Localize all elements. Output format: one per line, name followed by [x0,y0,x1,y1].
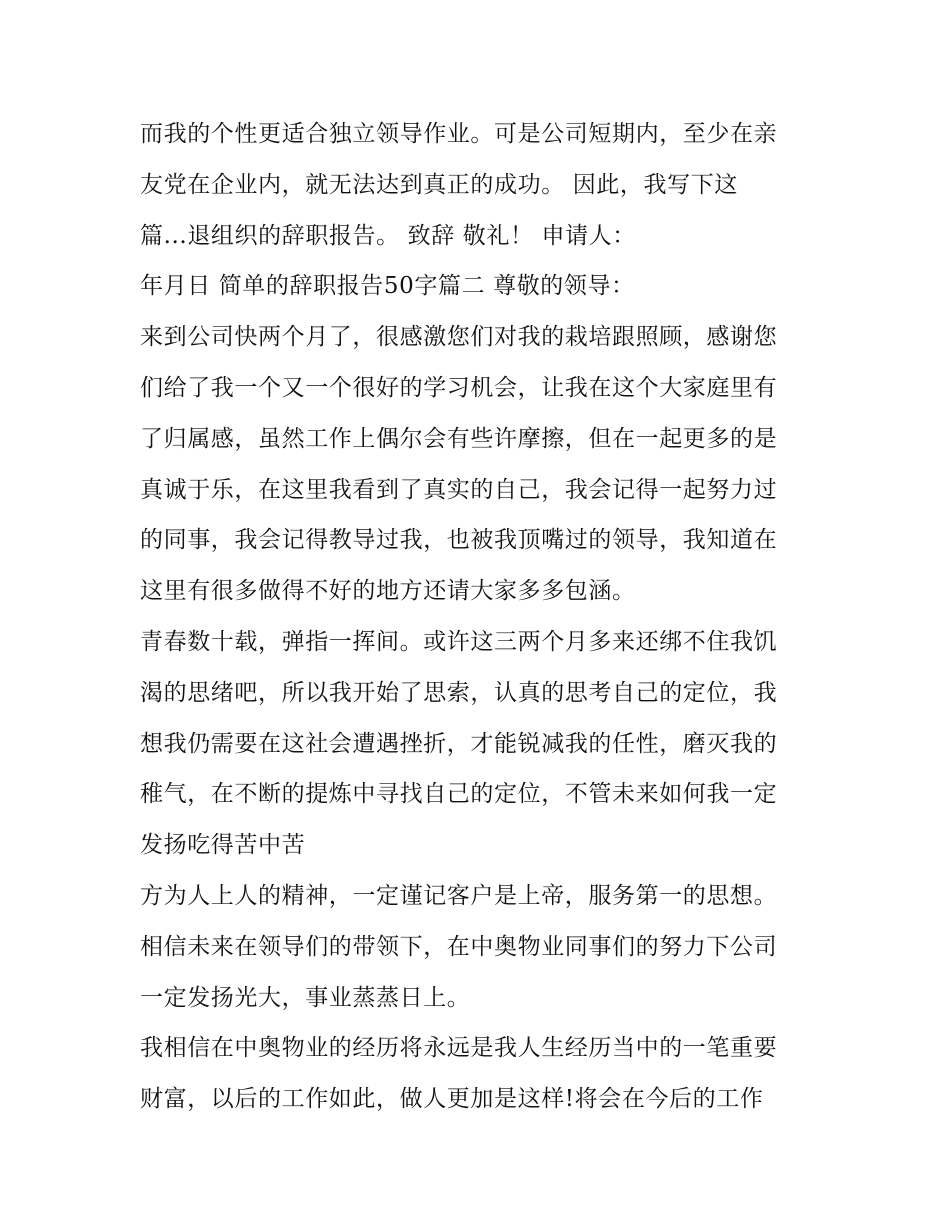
text-line: 稚气，在不断的提炼中寻找自己的定位，不管未来如何我一定 [140,781,778,808]
text-line: 而我的个性更适合独立领导作业。可是公司短期内，至少在亲 [140,121,778,147]
text-line: 友党在企业内，就无法达到真正的成功。 因此，我写下这 [140,171,738,198]
text-line: 想我仍需要在这社会遭遇挫折，才能锐减我的任性，磨灭我的 [140,730,778,757]
text-line: 真诚于乐，在这里我看到了真实的自己，我会记得一起努力过 [140,476,778,503]
text-line: 相信未来在领导们的带领下，在中奥物业同事们的努力下公司 [140,933,778,960]
text-line: 我相信在中奥物业的经历将永远是我人生经历当中的一笔重要 [140,1035,778,1062]
text-line: 年月日 简单的辞职报告50字篇二 尊敬的领导： [140,273,635,300]
text-line: 渴的思绪吧，所以我开始了思索，认真的思考自己的定位，我 [140,679,778,706]
document-body [140,109,820,1125]
text-line: 发扬吃得苦中苦 [140,832,306,859]
text-line: 财富，以后的工作如此，做人更加是这样!将会在今后的工作 [140,1086,764,1113]
text-line: 青春数十载，弹指一挥间。或许这三两个月多来还绑不住我饥 [140,628,778,655]
text-line: 一定发扬光大，事业蒸蒸日上。 [140,984,471,1011]
text-line: 了归属感，虽然工作上偶尔会有些许摩擦，但在一起更多的是 [140,425,778,452]
text-line: 篇...退组织的辞职报告。 致辞 敬礼！ 申请人： [140,222,636,249]
text-line: 们给了我一个又一个很好的学习机会，让我在这个大家庭里有 [140,374,778,401]
text-line: 方为人上人的精神，一定谨记客户是上帝，服务第一的思想。 [140,882,778,909]
text-line: 来到公司快两个月了，很感激您们对我的栽培跟照顾，感谢您 [140,324,778,351]
text-line: 的同事，我会记得教导过我，也被我顶嘴过的领导，我知道在 [140,527,778,554]
text-line: 这里有很多做得不好的地方还请大家多多包涵。 [140,578,636,605]
